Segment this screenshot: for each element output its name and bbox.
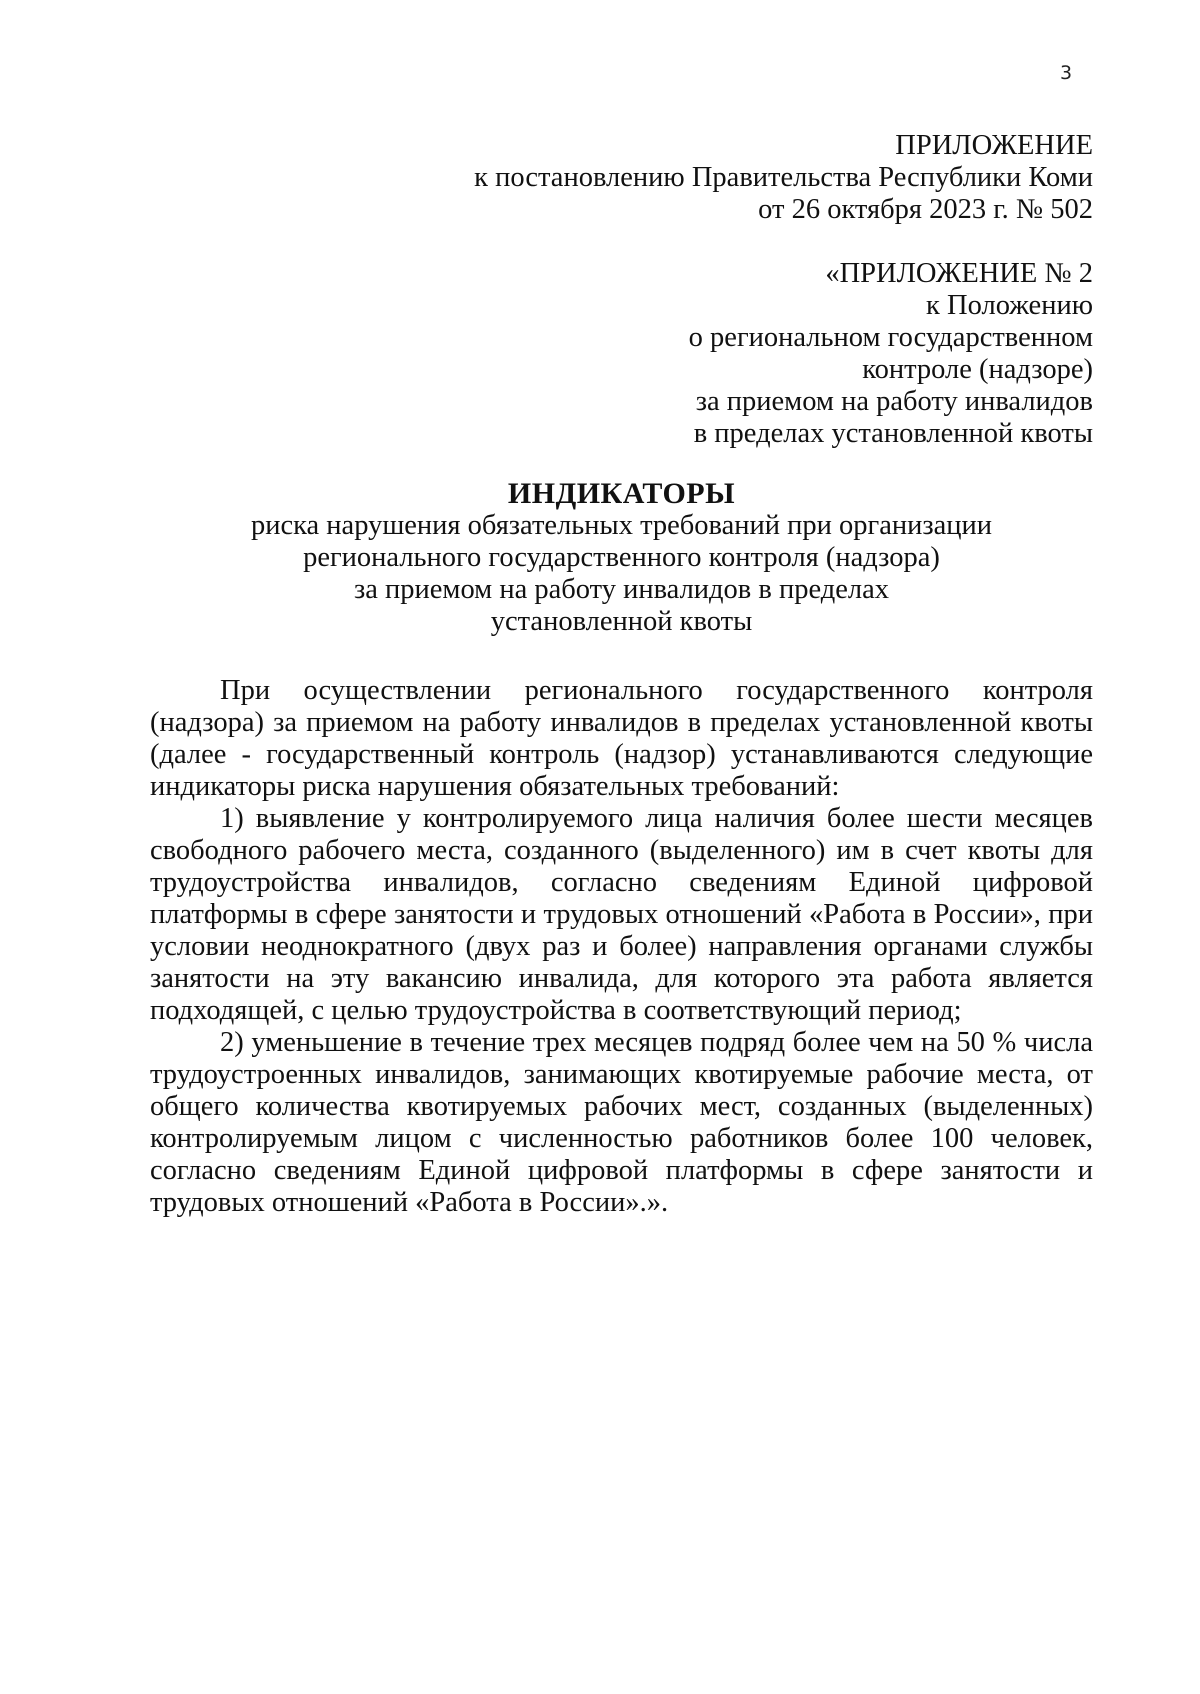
attachment-label: «ПРИЛОЖЕНИЕ № 2 [825,258,1093,289]
document-title: ИНДИКАТОРЫ [507,477,736,510]
attachment-line-5: за приемом на работу инвалидов [695,386,1093,417]
title-line-2: регионального государственного контроля (надзора) [303,542,940,573]
appendix-date-number: от 26 октября 2023 г. № 502 [758,194,1093,225]
appendix-label: ПРИЛОЖЕНИЕ [895,130,1093,161]
appendix-resolution-ref: к постановлению Правительства Республики Коми [474,162,1093,193]
title-line-4: установленной квоты [490,606,753,637]
attachment-header [689,258,1093,450]
indicator-item-2: 2) уменьшение в течение трех месяцев подряд более чем на 50 % числа трудоустроенных инвалидов, занимающих квотируемые рабочие места, от общего количества квотируемых рабочих мест, созданных (выделенных) контролируемым лицом с численностью работников более 100 человек, согласно сведениям Единой цифровой платформы в сфере занятости и трудовых отношений «Работа в России».». [150,1027,1093,1218]
attachment-line-3: о региональном государственном [688,322,1093,353]
intro-paragraph: При осуществлении регионального государственного контроля (надзора) за приемом на работу инвалидов в пределах установленной квоты (далее - государственный контроль (надзор) устанавливаются следующие индикаторы риска нарушения обязательных требований: [150,675,1093,802]
title-line-1: риска нарушения обязательных требований при организации [250,510,993,541]
attachment-line-4: контроле (надзоре) [862,354,1093,385]
title-line-3: за приемом на работу инвалидов в пределах [353,574,889,605]
attachment-line-6: в пределах установленной квоты [693,418,1093,449]
document-title-block [150,478,1093,638]
appendix-header [474,130,1093,226]
attachment-line-2: к Положению [926,290,1093,321]
document-body [150,675,1093,1219]
indicator-item-1: 1) выявление у контролируемого лица наличия более шести месяцев свободного рабочего места, созданного (выделенного) им в счет квоты для трудоустройства инвалидов, согласно сведениям Единой цифровой платформы в сфере занятости и трудовых отношений «Работа в России», при условии неоднократного (двух раз и более) направления органами службы занятости на эту вакансию инвалида, для которого эта работа является подходящей, с целью трудоустройства в соответствующий период; [150,803,1093,1026]
page-number: 3 [1060,62,1073,84]
